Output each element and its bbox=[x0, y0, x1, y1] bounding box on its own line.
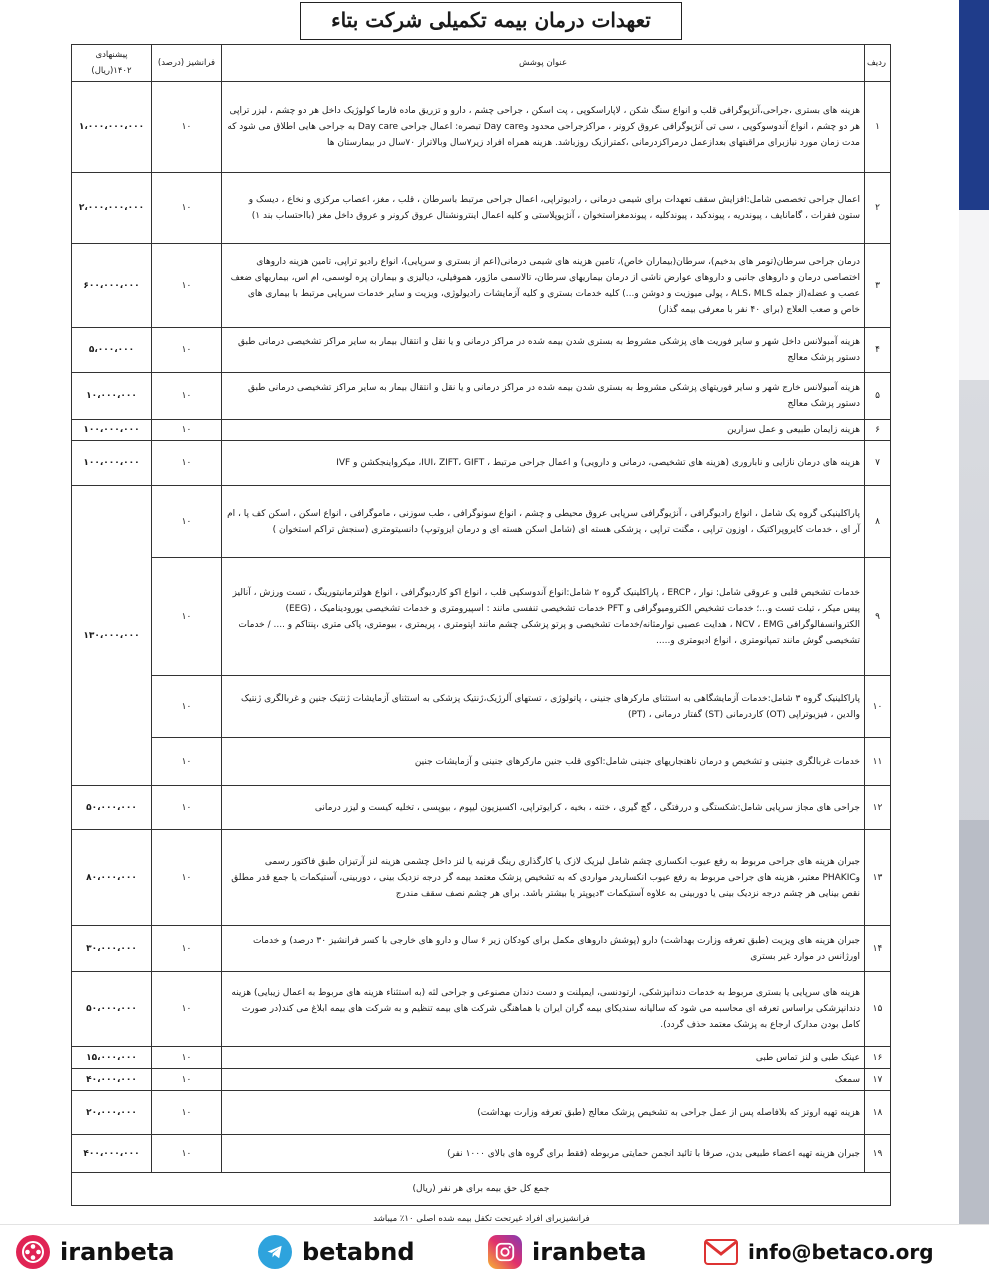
coverage-text: هزینه تهیه اروتز که بلافاصله پس از عمل جراحی به تشخیص پزشک معالج (طبق تعرفه وزارت بهداشت) bbox=[222, 1091, 865, 1135]
amount-cell: ۲۰،۰۰۰،۰۰۰ bbox=[72, 1091, 152, 1135]
instagram-link[interactable] bbox=[488, 1235, 646, 1269]
email-link[interactable] bbox=[704, 1235, 934, 1269]
row-number: ۵ bbox=[865, 373, 891, 420]
coverage-document bbox=[72, 44, 891, 1206]
row-number: ۱۶ bbox=[865, 1047, 891, 1069]
row-number: ۱۲ bbox=[865, 786, 891, 830]
coverage-text: جبران هزینه تهیه اعضاء طبیعی بدن، صرفا با تائید انجمن حمایتی مربوطه (فقط برای گروه های بالای ۱۰۰۰ نفر) bbox=[222, 1135, 865, 1173]
amount-cell: ۱،۰۰۰،۰۰۰،۰۰۰ bbox=[72, 82, 152, 173]
row-number: ۶ bbox=[865, 420, 891, 441]
total-row bbox=[72, 1173, 891, 1206]
row-number: ۱۱ bbox=[865, 738, 891, 786]
aparat-icon bbox=[16, 1235, 50, 1269]
coverage-text: خدمات تشخیص قلبی و عروقی شامل: نوار ، ERCP ، پاراکلینیک گروه ۲ شامل:انواع آندوسکپی قلب ، انواع اکو کاردیوگرافی ، انواع هولترمانیتورینگ ، تست ورزش ، آنالیز پیس میکر ، تیلت تست و...؛ خدمات تشخیص الکترومیوگرافی و PFT خدمات تشخیصی تنفسی مانند : اسپیرومتری و خدمات تشخیصی یورودینامیک ، (EEG) الکتروانسفالوگرافی NCV ، EMG ، هدایت عصبی نوارمثانه/خدمات تشخیصی و پرتو پزشکی چشم مانند اپتومتری ، پریمتری ، بیومتری، پاکی متری ،پنتاکم و .... / خدمات تشخیصی گوش مانند تمپانومتری ، انواع ادیومتری و..... bbox=[222, 558, 865, 676]
email-address: info@betaco.org bbox=[748, 1240, 934, 1264]
coverage-text: پاراکلینیکی گروه یک شامل ، انواع رادیوگرافی ، آنژیوگرافی سرپایی عروق محیطی و چشم ، انواع سونوگرافی ، طب سوزنی ، ماموگرافی ، انواع اسکن ، اسکن کف پا ، ام آر ای ، خدمات کایروپراکتیک ، اوزون تراپی ، مگنت تراپی ، پزشکی هسته ای (شامل اسکن هسته ای و درمان ایزوتوپ) دانسیتومتری (سنجش تراکم استخوان ) bbox=[222, 486, 865, 558]
franchise-cell: ۱۰ bbox=[152, 420, 222, 441]
row-number: ۱۵ bbox=[865, 972, 891, 1047]
side-band-grey-dark bbox=[959, 820, 989, 1240]
franchise-cell: ۱۰ bbox=[152, 558, 222, 676]
row-number: ۱۹ bbox=[865, 1135, 891, 1173]
header-amount: پیشنهادی ۱۴۰۲(ریال) bbox=[72, 45, 152, 82]
franchise-cell: ۱۰ bbox=[152, 972, 222, 1047]
amount-cell: ۱۰۰،۰۰۰،۰۰۰ bbox=[72, 441, 152, 486]
page-title: تعهدات درمان بیمه تکمیلی شرکت بتاء bbox=[300, 2, 682, 40]
row-number: ۱ bbox=[865, 82, 891, 173]
row-number: ۱۴ bbox=[865, 926, 891, 972]
coverage-text: هزینه آمبولانس داخل شهر و سایر فوریت های پزشکی مشروط به بستری شدن بیمه شده در مراکز درمانی و یا نقل و انتقال بیمار به سایر مراکز تشخیصی درمانی طبق دستور پزشک معالج bbox=[222, 328, 865, 373]
coverage-table bbox=[71, 44, 891, 1206]
franchise-cell: ۱۰ bbox=[152, 1135, 222, 1173]
header-franchise: فرانشیز (درصد) bbox=[152, 45, 222, 82]
telegram-icon bbox=[258, 1235, 292, 1269]
franchise-cell: ۱۰ bbox=[152, 1047, 222, 1069]
franchise-cell: ۱۰ bbox=[152, 486, 222, 558]
franchise-note: فرانشیزبرای افراد غیرتحت تکفل بیمه شده اصلی ۱۰٪ میباشد bbox=[373, 1214, 590, 1224]
row-number: ۱۰ bbox=[865, 676, 891, 738]
row-number: ۱۳ bbox=[865, 830, 891, 926]
coverage-text: خدمات غربالگری جنینی و تشخیص و درمان ناهنجاریهای جنینی شامل:اکوی قلب جنین مارکرهای جنینی و آزمایشات جنین bbox=[222, 738, 865, 786]
coverage-text: درمان جراحی سرطان(تومر های بدخیم)، سرطان(بیماران خاص)، تامین هزینه های شیمی درمانی(اعم از بستری و سرپایی)، انواع رادیو تراپی، تامین هزینه داروهای اختصاصی درمان و داروهای جانبی و داروهای عوارض ناشی از درمان بیماریهای سرطان، تالاسمی ماژور، هموفیلی، دیالیزی و بیماران پره لوسمی، ام اس، بیماریهای ضعف عصب و عضله(از جمله ALS، MLS ، پولی میوزیت و دوشن و...) کلیه خدمات بستری و کلیه آزمایشات رادیولوژی، ویزیت و سایر خدمات سرپایی مرتبط با بیماری های خاص و صعب العلاج (برای ۴۰ نفر با معرفی بیمه گذار) bbox=[222, 244, 865, 328]
franchise-cell: ۱۰ bbox=[152, 738, 222, 786]
coverage-text: اعمال جراحی تخصصی شامل:افزایش سقف تعهدات برای شیمی درمانی ، رادیوتراپی، اعمال جراحی مرتبط باسرطان ، قلب ، مغز، اعصاب مرکزی و نخاع ، دیسک و ستون فقرات ، گامانایف ، پیوندریه ، پیوندکبد ، پیوندکلیه ، پیوندمغزاستخوان ، آنژیوپلاستی و کلیه اعمال اینترونشنال عروق کرونر و عروق داخل مغز (بااحتساب بند ۱) bbox=[222, 173, 865, 244]
table-row bbox=[72, 786, 891, 830]
amount-cell: ۳۰،۰۰۰،۰۰۰ bbox=[72, 926, 152, 972]
instagram-icon bbox=[488, 1235, 522, 1269]
coverage-text: هزینه های سرپایی یا بستری مربوط به خدمات دندانپزشکی، ارتودنسی، ایمپلنت و دست دندان مصنوعی و جراحی لثه (به استثناء هزینه های مربوط به اعمال زیبایی) هزینه دندانپزشکی براساس تعرفه ای محاسبه می شود که سالیانه سندیکای بیمه گران ایران با هماهنگی شرکت های بیمه تنظیم و به شرکت های بیمه ابلاغ می کند(در صورت کامل بودن مدارک ارجاع به پزشک معتمد حذف گردد). bbox=[222, 972, 865, 1047]
amount-cell: ۵۰،۰۰۰،۰۰۰ bbox=[72, 786, 152, 830]
table-row bbox=[72, 738, 891, 786]
amount-cell: ۴۰۰،۰۰۰،۰۰۰ bbox=[72, 1135, 152, 1173]
side-decoration bbox=[959, 0, 989, 1280]
table-row bbox=[72, 373, 891, 420]
row-number: ۱۷ bbox=[865, 1069, 891, 1091]
table-row bbox=[72, 486, 891, 558]
amount-cell: ۶۰۰،۰۰۰،۰۰۰ bbox=[72, 244, 152, 328]
row-number: ۹ bbox=[865, 558, 891, 676]
amount-cell: ۱۰۰،۰۰۰،۰۰۰ bbox=[72, 420, 152, 441]
table-row bbox=[72, 926, 891, 972]
amount-cell: ۲،۰۰۰،۰۰۰،۰۰۰ bbox=[72, 173, 152, 244]
coverage-text: عینک طبی و لنز تماس طبی bbox=[222, 1047, 865, 1069]
franchise-cell: ۱۰ bbox=[152, 830, 222, 926]
row-number: ۱۸ bbox=[865, 1091, 891, 1135]
row-number: ۳ bbox=[865, 244, 891, 328]
table-row bbox=[72, 1135, 891, 1173]
side-band-blue bbox=[959, 0, 989, 210]
table-row bbox=[72, 972, 891, 1047]
coverage-text: جبران هزینه های جراحی مربوط به رفع عیوب انکساری چشم شامل لیزیک لازک یا کارگذاری رینگ قرنیه یا لنز داخل چشمی هزینه لنز آرتیزان طبق فاکتور رسمی وPHAKIC معتبر، هزینه های جراحی مربوط به رفع عیوب انکساریدر مواردی که به تشخیص پزشک معتمد بیمه گر درجه نزدیک بینی ، دوربینی، آستیکمات یا جمع قدر مطلق نقص بینایی هر چشم درجه نزدیک بینی یا دوربینی به علاوه آستیکمات ۳دیوپتر یا بیشتر باشد. برای هر چشم نصف سقف مندرج bbox=[222, 830, 865, 926]
coverage-text: جراحی های مجاز سرپایی شامل:شکستگی و دررفتگی ، گچ گیری ، ختنه ، بخیه ، کرایوتراپی، اکسیزیون لیپوم ، بیوپسی ، تخلیه کیست و لیزر درمانی bbox=[222, 786, 865, 830]
row-number: ۸ bbox=[865, 486, 891, 558]
franchise-cell: ۱۰ bbox=[152, 82, 222, 173]
table-header bbox=[72, 45, 891, 82]
coverage-text: هزینه آمبولانس خارج شهر و سایر فوریتهای پزشکی مشروط به بستری شدن بیمه شده در مراکز درمانی و یا نقل و انتقال بیمار به سایر مراکز تشخیصی درمانی طبق دستور پزشک معالج bbox=[222, 373, 865, 420]
coverage-text: سمعک bbox=[222, 1069, 865, 1091]
table-row bbox=[72, 420, 891, 441]
franchise-cell: ۱۰ bbox=[152, 1091, 222, 1135]
amount-cell: ۱۳۰،۰۰۰،۰۰۰ bbox=[72, 486, 152, 786]
franchise-cell: ۱۰ bbox=[152, 173, 222, 244]
table-row bbox=[72, 328, 891, 373]
instagram-handle: iranbeta bbox=[532, 1238, 647, 1266]
franchise-cell: ۱۰ bbox=[152, 786, 222, 830]
amount-cell: ۵۰،۰۰۰،۰۰۰ bbox=[72, 972, 152, 1047]
coverage-text: جبران هزینه های ویزیت (طبق تعرفه وزارت بهداشت) دارو (پوشش داروهای مکمل برای کودکان زیر ۶ سال و دارو های خارجی با کسر فرانشیز ۳۰ درصد) و خدمات اورژانس در موارد غیر بستری bbox=[222, 926, 865, 972]
amount-cell: ۵،۰۰۰،۰۰۰ bbox=[72, 328, 152, 373]
aparat-link[interactable] bbox=[16, 1235, 174, 1269]
coverage-text: پاراکلینیک گروه ۳ شامل:خدمات آزمایشگاهی به استثنای مارکرهای جنینی ، پاتولوژی ، تستهای آلرژیک،ژنتیک پزشکی به استثنای آزمایشات ژنتیک جنین و غربالگری ژنتیک والدین ، فیزیوتراپی (OT) کاردرمانی (ST) گفتار درمانی ، (PT) bbox=[222, 676, 865, 738]
franchise-cell: ۱۰ bbox=[152, 926, 222, 972]
amount-cell: ۱۵،۰۰۰،۰۰۰ bbox=[72, 1047, 152, 1069]
franchise-cell: ۱۰ bbox=[152, 244, 222, 328]
row-number: ۲ bbox=[865, 173, 891, 244]
coverage-text: هزینه زایمان طبیعی و عمل سزارین bbox=[222, 420, 865, 441]
mail-icon bbox=[704, 1235, 738, 1269]
coverage-text: هزینه های درمان نازایی و ناباروری (هزینه های تشخیصی، درمانی و دارویی) و اعمال جراحی مرتبط ، IUI، ZIFT، GIFT، میکرواینجکشن و IVF bbox=[222, 441, 865, 486]
table-row bbox=[72, 1069, 891, 1091]
table-row bbox=[72, 1047, 891, 1069]
header-coverage: عنوان پوشش bbox=[222, 45, 865, 82]
aparat-handle: iranbeta bbox=[60, 1238, 175, 1266]
franchise-cell: ۱۰ bbox=[152, 676, 222, 738]
contact-footer bbox=[0, 1224, 989, 1281]
table-row bbox=[72, 676, 891, 738]
franchise-cell: ۱۰ bbox=[152, 441, 222, 486]
header-row-number: ردیف bbox=[865, 45, 891, 82]
franchise-cell: ۱۰ bbox=[152, 328, 222, 373]
row-number: ۴ bbox=[865, 328, 891, 373]
franchise-cell: ۱۰ bbox=[152, 373, 222, 420]
telegram-link[interactable] bbox=[258, 1235, 415, 1269]
telegram-handle: betabnd bbox=[302, 1238, 415, 1266]
table-row bbox=[72, 830, 891, 926]
table-row bbox=[72, 441, 891, 486]
table-row bbox=[72, 558, 891, 676]
table-row bbox=[72, 244, 891, 328]
franchise-cell: ۱۰ bbox=[152, 1069, 222, 1091]
table-row bbox=[72, 173, 891, 244]
coverage-text: هزینه های بستری ،جراحی،آنژیوگرافی قلب و انواع سنگ شکن ، لاپاراسکوپی ، پت اسکن ، جراحی چشم ، دارو و تزریق ماده فارما کولوژیک داخل هر دو چشم ، لیزر تراپی هر دو چشم ، انواع آندوسوکوپی ، سی تی آنژیوگرافی عروق کرونر ، مراکزجراحی محدود وDay care تبصره: اعمال جراحی Day care به جراحی هایی اطلاق می شود که مدت زمان مورد نیازبرای مراقبتهای بعدازعمل درمراکزدرمانی ،کمترازیک روزباشد. هزینه همراه افراد زیر۷سال وبالاتراز ۷۰سال در بیمارستان ها bbox=[222, 82, 865, 173]
amount-cell: ۱۰،۰۰۰،۰۰۰ bbox=[72, 373, 152, 420]
amount-cell: ۴۰،۰۰۰،۰۰۰ bbox=[72, 1069, 152, 1091]
table-row bbox=[72, 1091, 891, 1135]
amount-cell: ۸۰،۰۰۰،۰۰۰ bbox=[72, 830, 152, 926]
total-label: جمع کل حق بیمه برای هر نفر (ریال) bbox=[72, 1173, 891, 1206]
table-row bbox=[72, 82, 891, 173]
row-number: ۷ bbox=[865, 441, 891, 486]
